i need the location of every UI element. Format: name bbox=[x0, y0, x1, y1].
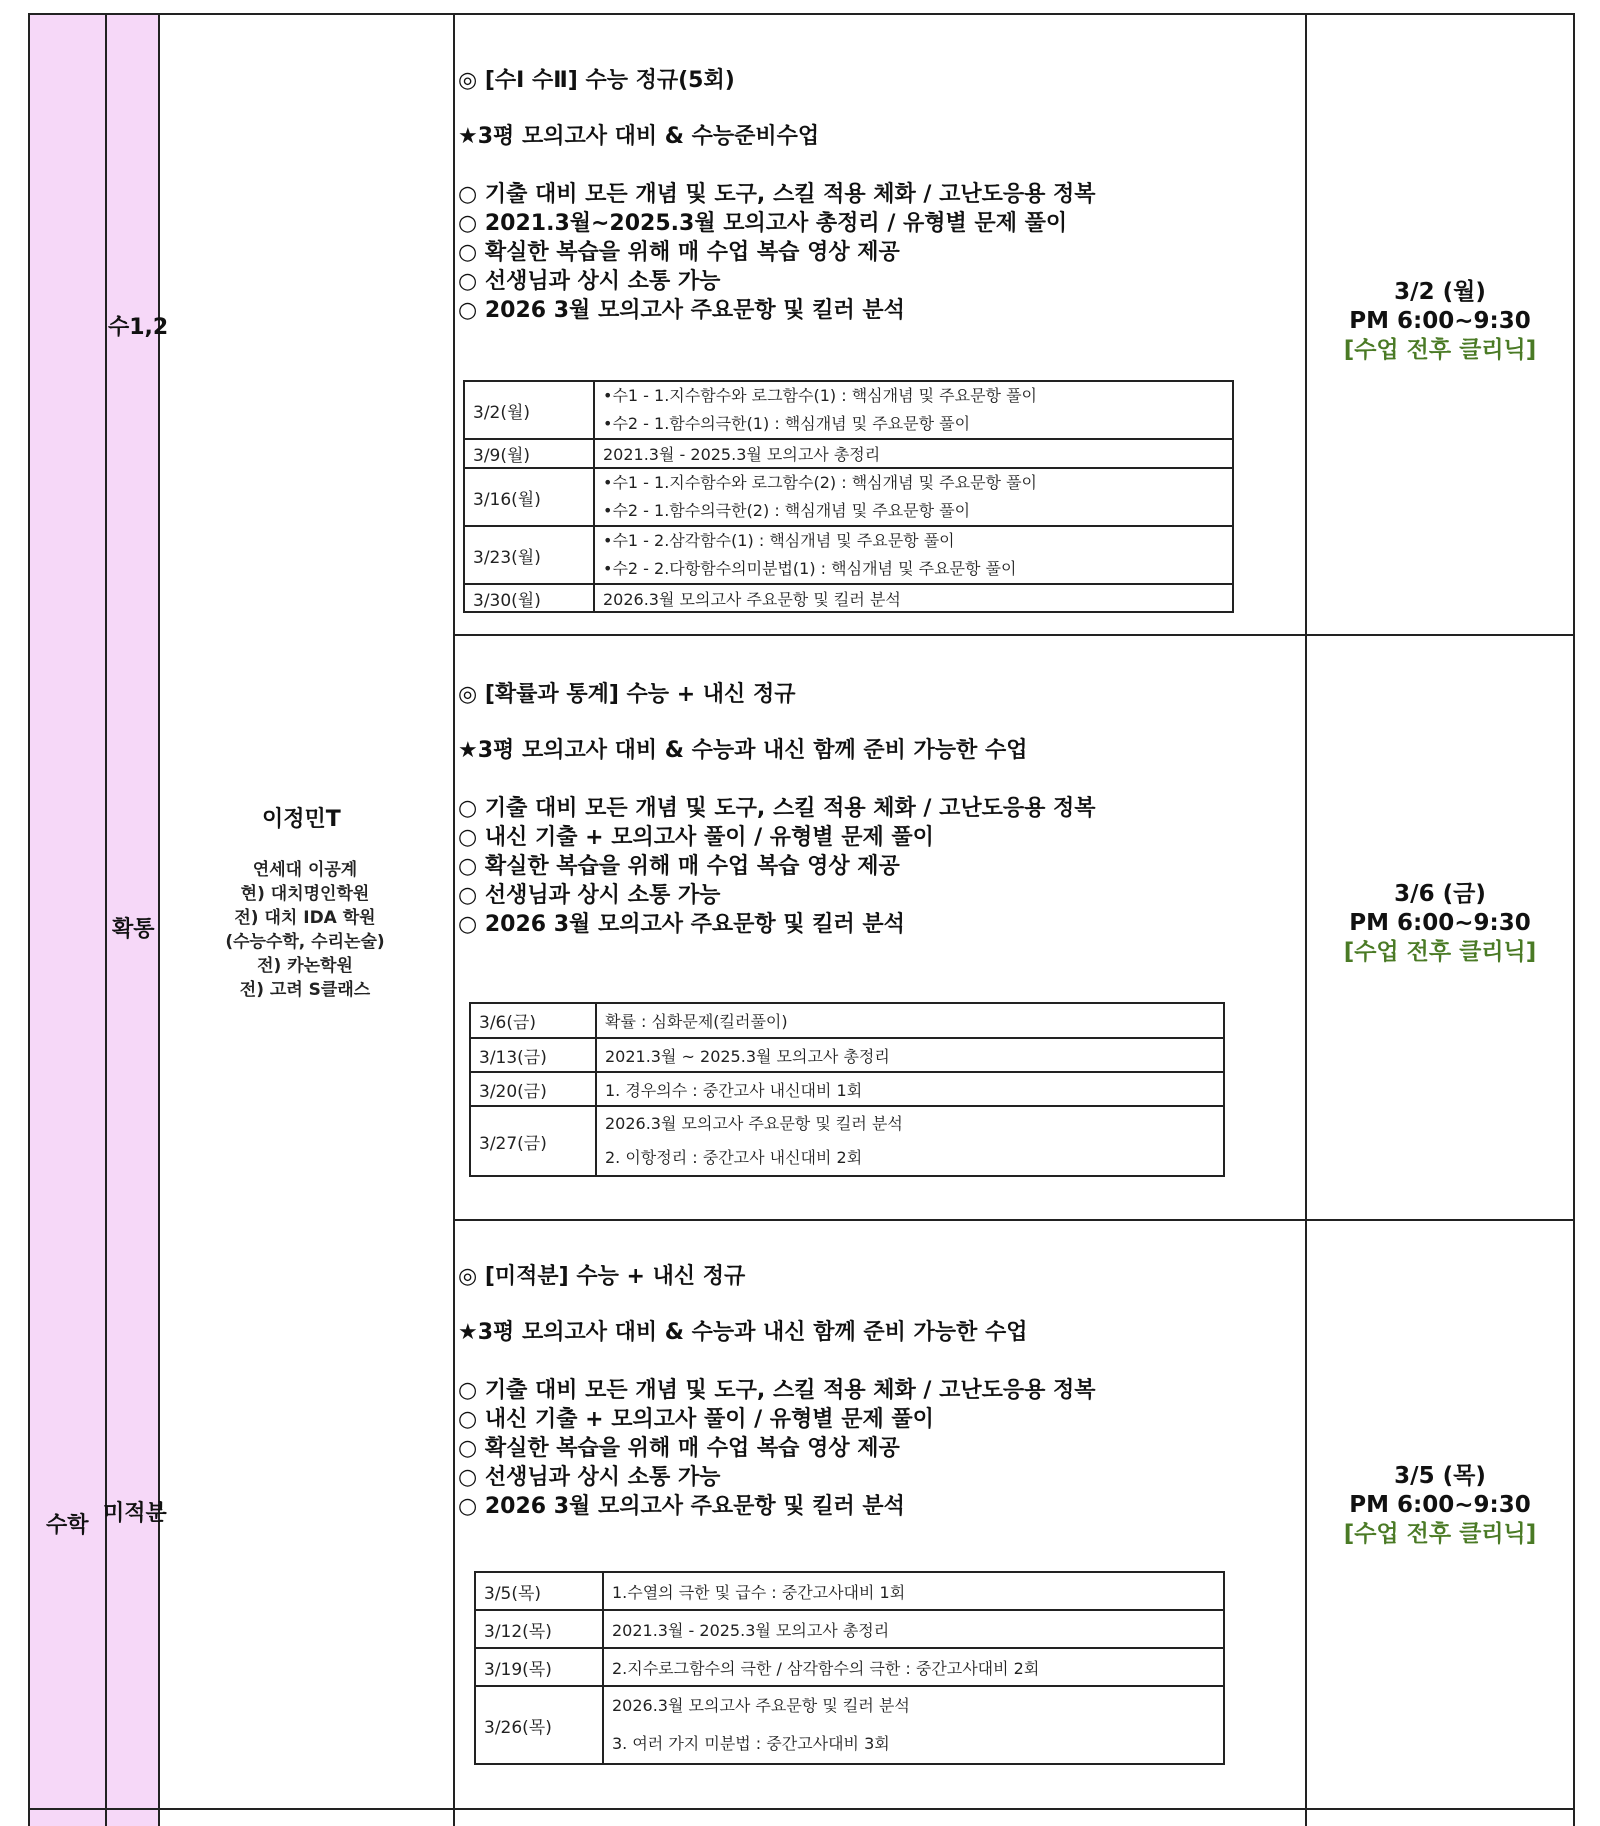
class-day: 3/6 (금) bbox=[1394, 881, 1486, 907]
col-divider-5 bbox=[1573, 13, 1575, 1826]
topic-line: •수2 - 1.함수의극한(1) : 핵심개념 및 주요문항 풀이 bbox=[603, 414, 971, 433]
table-row bbox=[464, 439, 1233, 468]
course-title: ◎ [수Ⅰ 수Ⅱ] 수능 정규(5회) bbox=[458, 68, 735, 93]
bio-line: 현) 대치명인학원 bbox=[240, 884, 370, 904]
schedule-topic bbox=[603, 1610, 1224, 1648]
schedule-topic bbox=[596, 1003, 1224, 1038]
course-highlight: ★3평 모의고사 대비 & 수능준비수업 bbox=[458, 124, 820, 149]
schedule-topic bbox=[594, 584, 1233, 612]
table-row bbox=[464, 584, 1233, 612]
class-time-mijeokbun bbox=[1307, 1462, 1573, 1549]
table-row bbox=[470, 1106, 1224, 1176]
schedule-date: 3/26(목) bbox=[475, 1686, 603, 1764]
col-divider-1 bbox=[105, 13, 107, 1826]
course-point: ○ 2026 3월 모의고사 주요문항 및 킬러 분석 bbox=[458, 912, 905, 937]
table-row bbox=[470, 1003, 1224, 1038]
topic-line: 3. 여러 가지 미분법 : 중간고사대비 3회 bbox=[612, 1734, 890, 1753]
row-divider-2 bbox=[454, 1219, 1575, 1221]
course-point: ○ 2026 3월 모의고사 주요문항 및 킬러 분석 bbox=[458, 1494, 905, 1519]
bio-line: 전) 고려 S클래스 bbox=[239, 980, 371, 1000]
schedule-table-suhak12 bbox=[463, 380, 1234, 613]
schedule-topic bbox=[603, 1686, 1224, 1764]
subject-column bbox=[28, 14, 106, 1826]
schedule-topic bbox=[603, 1648, 1224, 1686]
course-point: ○ 확실한 복습을 위해 매 수업 복습 영상 제공 bbox=[458, 240, 900, 265]
schedule-date: 3/19(목) bbox=[475, 1648, 603, 1686]
course-point: ○ 확실한 복습을 위해 매 수업 복습 영상 제공 bbox=[458, 1436, 900, 1461]
topic-line: 2021.3월 - 2025.3월 모의고사 총정리 bbox=[603, 445, 881, 464]
topic-line: 1.수열의 극한 및 급수 : 중간고사대비 1회 bbox=[612, 1582, 906, 1602]
bio-line: 연세대 이공계 bbox=[252, 860, 358, 880]
topic-line: 2026.3월 모의고사 주요문항 및 킬러 분석 bbox=[603, 589, 901, 609]
class-day: 3/5 (목) bbox=[1394, 1463, 1486, 1489]
schedule-table-hwaktong bbox=[469, 1002, 1225, 1177]
schedule-topic bbox=[594, 468, 1233, 526]
topic-line: 2026.3월 모의고사 주요문항 및 킬러 분석 bbox=[612, 1696, 910, 1715]
schedule-date: 3/13(금) bbox=[470, 1038, 596, 1072]
topic-line: 1. 경우의수 : 중간고사 내신대비 1회 bbox=[605, 1080, 863, 1100]
schedule-date: 3/6(금) bbox=[470, 1003, 596, 1038]
schedule-date: 3/27(금) bbox=[470, 1106, 596, 1176]
course-point: ○ 기출 대비 모든 개념 및 도구, 스킬 적용 체화 / 고난도응용 정복 bbox=[458, 796, 1096, 821]
bio-line: (수능수학, 수리논술) bbox=[225, 932, 385, 952]
course-point: ○ 선생님과 상시 소통 가능 bbox=[458, 269, 721, 294]
class-hours: PM 6:00~9:30 bbox=[1349, 910, 1531, 936]
schedule-date: 3/2(월) bbox=[464, 381, 594, 439]
course-title: ◎ [확률과 통계] 수능 + 내신 정규 bbox=[458, 682, 796, 707]
schedule-date: 3/12(목) bbox=[475, 1610, 603, 1648]
table-row bbox=[475, 1648, 1224, 1686]
topic-line: •수1 - 1.지수함수와 로그함수(2) : 핵심개념 및 주요문항 풀이 bbox=[603, 473, 1037, 492]
schedule-topic bbox=[603, 1572, 1224, 1610]
schedule-topic bbox=[596, 1072, 1224, 1106]
topic-line: •수1 - 1.지수함수와 로그함수(1) : 핵심개념 및 주요문항 풀이 bbox=[603, 386, 1037, 405]
topic-line: 2026.3월 모의고사 주요문항 및 킬러 분석 bbox=[605, 1114, 903, 1133]
table-top-border bbox=[28, 13, 1575, 15]
topic-line: 2.지수로그함수의 극한 / 삼각함수의 극한 : 중간고사대비 2회 bbox=[612, 1658, 1040, 1678]
table-bottom-border bbox=[28, 1808, 1575, 1810]
clinic-note: [수업 전후 클리닉] bbox=[1343, 337, 1537, 363]
subcategory-label-mijeokbun: 미적분 bbox=[103, 1501, 167, 1526]
teacher-bio bbox=[200, 858, 410, 1002]
class-hours: PM 6:00~9:30 bbox=[1349, 1492, 1531, 1518]
schedule-topic bbox=[596, 1038, 1224, 1072]
subject-label: 수학 bbox=[46, 1513, 89, 1538]
topic-line: 2021.3월 - 2025.3월 모의고사 총정리 bbox=[612, 1620, 890, 1640]
table-row bbox=[470, 1072, 1224, 1106]
course-title: ◎ [미적분] 수능 + 내신 정규 bbox=[458, 1264, 746, 1289]
course-point: ○ 내신 기출 + 모의고사 풀이 / 유형별 문제 풀이 bbox=[458, 1407, 934, 1432]
class-time-hwaktong bbox=[1307, 880, 1573, 967]
topic-line: •수1 - 2.삼각함수(1) : 핵심개념 및 주요문항 풀이 bbox=[603, 531, 955, 550]
subcategory-label-hwaktong: 확통 bbox=[112, 917, 155, 942]
course-point: ○ 내신 기출 + 모의고사 풀이 / 유형별 문제 풀이 bbox=[458, 825, 934, 850]
course-points bbox=[458, 180, 1298, 325]
topic-line: 확률 : 심화문제(킬러풀이) bbox=[605, 1012, 788, 1031]
topic-line: •수2 - 1.함수의극한(2) : 핵심개념 및 주요문항 풀이 bbox=[603, 501, 971, 520]
row-divider-1 bbox=[454, 634, 1575, 636]
schedule-table-mijeokbun bbox=[474, 1571, 1225, 1765]
course-block-mijeokbun bbox=[458, 1262, 1298, 1521]
course-block-hwaktong bbox=[458, 680, 1298, 939]
course-highlight: ★3평 모의고사 대비 & 수능과 내신 함께 준비 가능한 수업 bbox=[458, 1320, 1028, 1345]
schedule-date: 3/23(월) bbox=[464, 526, 594, 584]
topic-line: 2021.3월 ~ 2025.3월 모의고사 총정리 bbox=[605, 1046, 890, 1066]
topic-line: 2. 이항정리 : 중간고사 내신대비 2회 bbox=[605, 1148, 863, 1167]
schedule-date: 3/30(월) bbox=[464, 584, 594, 612]
clinic-note: [수업 전후 클리닉] bbox=[1343, 939, 1537, 965]
col-divider-2 bbox=[158, 13, 160, 1826]
schedule-topic bbox=[596, 1106, 1224, 1176]
table-row bbox=[464, 468, 1233, 526]
course-point: ○ 선생님과 상시 소통 가능 bbox=[458, 1465, 721, 1490]
subcategory-label-suhak12: 수1,2 bbox=[108, 315, 169, 340]
class-time-suhak12 bbox=[1307, 278, 1573, 365]
schedule-date: 3/9(월) bbox=[464, 439, 594, 468]
bio-line: 전) 카논학원 bbox=[257, 956, 353, 976]
table-row bbox=[475, 1572, 1224, 1610]
schedule-date: 3/20(금) bbox=[470, 1072, 596, 1106]
col-divider-3 bbox=[453, 13, 455, 1826]
schedule-date: 3/16(월) bbox=[464, 468, 594, 526]
table-row bbox=[475, 1686, 1224, 1764]
schedule-topic bbox=[594, 526, 1233, 584]
course-points bbox=[458, 794, 1298, 939]
table-row bbox=[464, 526, 1233, 584]
schedule-topic bbox=[594, 439, 1233, 468]
clinic-note: [수업 전후 클리닉] bbox=[1343, 1521, 1537, 1547]
course-point: ○ 확실한 복습을 위해 매 수업 복습 영상 제공 bbox=[458, 854, 900, 879]
topic-line: •수2 - 2.다항함수의미분법(1) : 핵심개념 및 주요문항 풀이 bbox=[603, 559, 1017, 578]
table-row bbox=[464, 381, 1233, 439]
course-point: ○ 2026 3월 모의고사 주요문항 및 킬러 분석 bbox=[458, 298, 905, 323]
course-block-suhak12 bbox=[458, 66, 1298, 325]
course-point: ○ 기출 대비 모든 개념 및 도구, 스킬 적용 체화 / 고난도응용 정복 bbox=[458, 1378, 1096, 1403]
course-point: ○ 선생님과 상시 소통 가능 bbox=[458, 883, 721, 908]
col-divider-0 bbox=[28, 13, 30, 1826]
table-row bbox=[470, 1038, 1224, 1072]
class-day: 3/2 (월) bbox=[1394, 279, 1486, 305]
course-highlight: ★3평 모의고사 대비 & 수능과 내신 함께 준비 가능한 수업 bbox=[458, 738, 1028, 763]
bio-line: 전) 대치 IDA 학원 bbox=[234, 908, 376, 928]
teacher-name: 이정민T bbox=[262, 807, 341, 832]
course-point: ○ 2021.3월~2025.3월 모의고사 총정리 / 유형별 문제 풀이 bbox=[458, 211, 1068, 236]
course-point: ○ 기출 대비 모든 개념 및 도구, 스킬 적용 체화 / 고난도응용 정복 bbox=[458, 182, 1096, 207]
schedule-date: 3/5(목) bbox=[475, 1572, 603, 1610]
schedule-topic bbox=[594, 381, 1233, 439]
class-hours: PM 6:00~9:30 bbox=[1349, 308, 1531, 334]
course-points bbox=[458, 1376, 1298, 1521]
table-row bbox=[475, 1610, 1224, 1648]
